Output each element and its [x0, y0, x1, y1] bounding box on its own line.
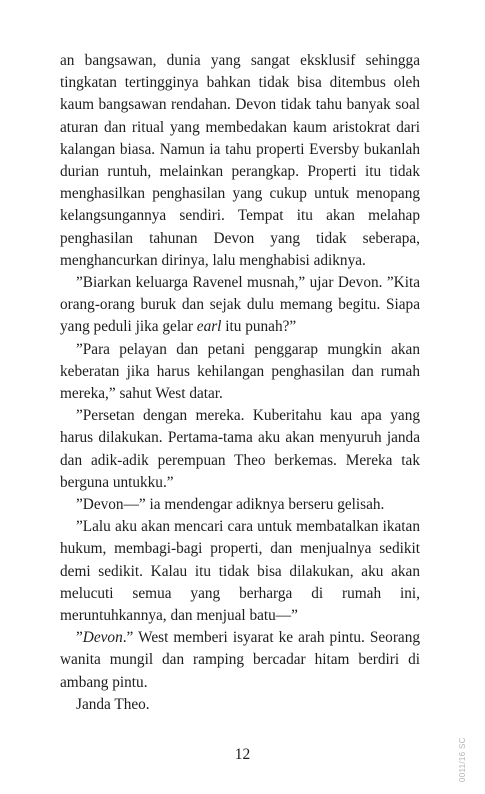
paragraph-8-text: Janda Theo.	[76, 695, 150, 713]
paragraph-1-text: an bangsawan, dunia yang sangat eksklusif sehingga tingkatan tertingginya bahkan tidak bisa ditembus oleh kaum bangsawan rendahan. Devon tidak tahu banyak soal aturan dan ritual yang membedakan kaum aristokrat dari kalangan biasa. Namun ia tahu properti Eversby bukanlah durian runtuh, melainkan perangkap. Properti itu tidak menghasilkan penghasilan yang cukup untuk menopang kelangsungannya sendiri. Tempat itu akan melahap penghasilan tahunan Devon yang tidak seberapa, menghancurkan dirinya, lalu menghabisi adiknya.	[60, 52, 420, 269]
paragraph-8	[60, 694, 420, 716]
paragraph-2-text-b: itu punah?”	[221, 318, 297, 336]
paragraph-2-text-a: ”Biarkan keluarga Ravenel musnah,” ujar Devon. ”Kita orang-orang buruk dan sejak dulu memang begitu. Siapa yang peduli jika gelar	[60, 274, 420, 336]
paragraph-3	[60, 339, 420, 406]
paragraph-2	[60, 272, 420, 339]
paragraph-4-text: ”Persetan dengan mereka. Kuberitahu kau apa yang harus dilakukan. Pertama-tama aku akan menyuruh janda dan adik-adik perempuan Theo berkemas. Mereka tak berguna untukku.”	[60, 407, 420, 491]
paragraph-2-italic-earl: earl	[196, 318, 222, 336]
paragraph-6	[60, 516, 420, 627]
paragraph-5-text: ”Devon—” ia mendengar adiknya berseru gelisah.	[76, 496, 385, 514]
paragraph-5	[60, 494, 420, 516]
paragraph-6-text: ”Lalu aku akan mencari cara untuk membatalkan ikatan hukum, membagi-bagi properti, dan menjualnya sedikit demi sedikit. Kalau itu tidak bisa dilakukan, aku akan melucuti semua yang berharga di rumah ini, meruntuhkannya, dan menjual batu—”	[60, 518, 420, 625]
paragraph-4	[60, 405, 420, 494]
paragraph-7	[60, 627, 420, 694]
paragraph-3-text: ”Para pelayan dan petani penggarap mungkin akan keberatan jika harus kehilangan penghasilan dan rumah mereka,” sahut West datar.	[60, 340, 420, 403]
paragraph-7-text-b: .” West memberi isyarat ke arah pintu. Seorang wanita mungil dan ramping bercadar hitam berdiri di ambang pintu.	[60, 629, 420, 691]
page-body	[60, 50, 420, 716]
side-code: 0011/16 SC	[458, 737, 467, 782]
paragraph-7-text-a: ”	[76, 629, 83, 647]
page-number: 12	[234, 746, 251, 763]
paragraph-1	[60, 50, 420, 272]
paragraph-7-italic-devon: Devon	[82, 629, 123, 647]
